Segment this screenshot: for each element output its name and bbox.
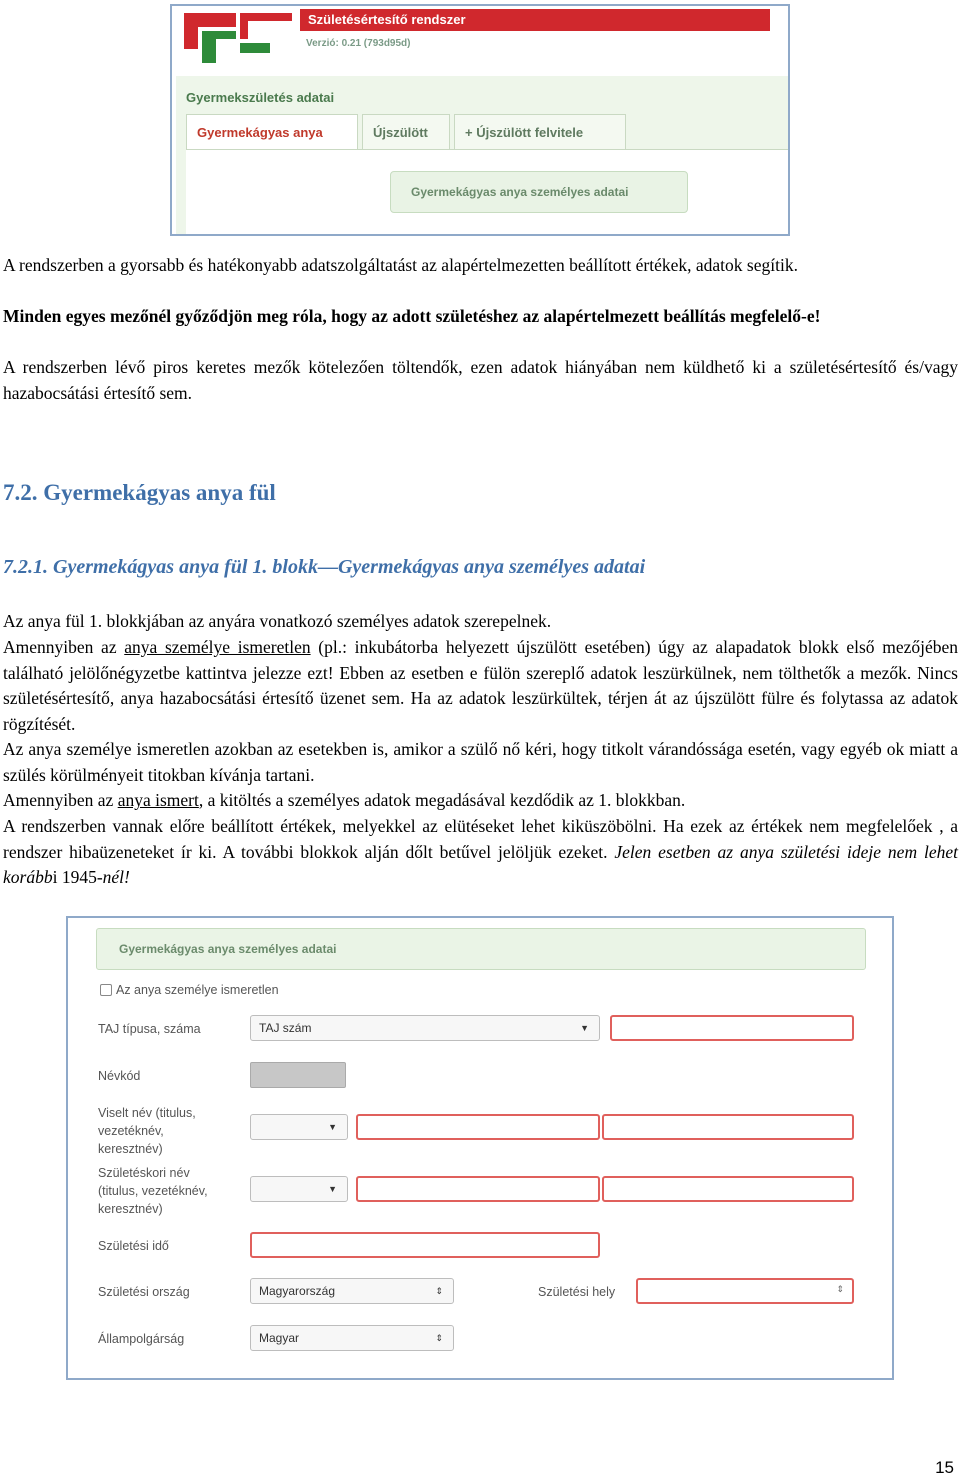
unknown-mother-link: anya személye ismeretlen [124,637,311,657]
nevkod-label: Névkód [98,1069,141,1083]
intro-paragraph-1: A rendszerben a gyorsabb és hatékonyabb adatszolgáltatást az alapértelmezetten beállított értékek, adatok segítik. [3,255,798,275]
szuletesi-ido-label: Születési idő [98,1239,169,1253]
body-text: i 1945 [52,867,97,887]
dropdown-arrow-icon: ▼ [580,1023,589,1033]
allampolgarsag-label: Állampolgárság [98,1332,185,1346]
dropdown-arrow-icon: ⇕ [435,1286,443,1296]
tab-gyermekagyas-anya[interactable]: Gyermekágyas anya [186,114,358,150]
taj-type-value: TAJ szám [259,1021,312,1035]
unknown-mother-label: Az anya személye ismeretlen [116,983,279,997]
taj-number-input[interactable] [610,1015,854,1041]
szuleteskori-nev-label-line: keresztnév) [98,1202,163,1216]
body-paragraph-2 [3,635,958,737]
unknown-mother-checkbox[interactable] [100,984,112,996]
dropdown-arrow-icon: ⇕ [836,1284,844,1294]
szuleteskori-nev-label-line: (titulus, vezetéknév, [98,1184,208,1198]
dropdown-arrow-icon: ▼ [328,1184,337,1194]
app-header [172,6,788,68]
nevkod-input [250,1062,346,1088]
page-number: 15 [935,1458,954,1477]
app-screenshot-top [170,4,790,236]
szuletesi-orszag-select[interactable] [250,1278,454,1304]
panel-title[interactable]: Gyermekágyas anya személyes adatai [96,928,866,970]
viselt-vezeteknev-input[interactable] [356,1114,600,1140]
taj-type-select[interactable] [250,1015,600,1041]
subsection-heading: 7.2.1. Gyermekágyas anya fül 1. blokk—Gyermekágyas anya személyes adatai [3,556,646,578]
szuleteskori-nev-label-line: Születéskori név [98,1166,190,1180]
szuletesi-orszag-label: Születési ország [98,1285,190,1299]
app-version: Verzió: 0.21 (793d95d) [306,38,411,49]
intro-paragraph-2: Minden egyes mezőnél győződjön meg róla, hogy az adott születéshez az alapértelmezett beállítás megfelelő-e! [3,306,821,326]
logo-icon [176,9,296,67]
viselt-keresztnev-input[interactable] [602,1114,854,1140]
body-italic: Jelen esetben az anya születési ideje nem lehet korább [3,841,958,887]
section-heading: 7.2. Gyermekágyas anya fül [3,480,276,505]
dropdown-arrow-icon: ▼ [328,1122,337,1132]
szuletesi-ido-input[interactable] [250,1232,600,1258]
body-sentence-1: Az anya fül 1. blokkjában az anyára vonatkozó személyes adatok szerepelnek. [3,611,552,631]
szuleteskori-titulus-select[interactable] [250,1176,348,1202]
body-paragraph-5 [3,814,958,891]
known-mother-link: anya ismert [117,790,199,810]
section-title: Gyermekszületés adatai [186,90,335,105]
body-paragraph-3: Az anya személye ismeretlen azokban az esetekben is, amikor a szülő nő kéri, hogy titkolt várandóssága esetén, vagy egyéb ok miatt a szülés körülményeit titokban kívánja tartani. [3,739,958,785]
szuletesi-hely-select[interactable] [636,1278,854,1304]
viselt-nev-label-line: Viselt név (titulus, [98,1106,196,1120]
viselt-nev-label-line: vezetéknév, [98,1124,164,1138]
taj-label: TAJ típusa, száma [98,1022,201,1036]
szuleteskori-keresztnev-input[interactable] [602,1176,854,1202]
viselt-nev-label-line: keresztnév) [98,1142,163,1156]
viselt-nev-label [98,1104,196,1158]
app-title: Születésértesítő rendszer [300,9,770,31]
viselt-titulus-select[interactable] [250,1114,348,1140]
dropdown-arrow-icon: ⇕ [435,1333,443,1343]
szuleteskori-vezeteknev-input[interactable] [356,1176,600,1202]
allampolgarsag-value: Magyar [259,1331,300,1345]
body-text: (pl.: inkubátorba helyezett újszülött esetében) úgy az alapadatok blokk első mezőjében található jelölőnégyzetbe kattintva jelezze ezt! Ebben az esetben e fülön szereplő adatok leszürkülnek, nem tölthetők a mezők. Nincs születésértesítő, anya hazabocsátási értesítő üzenet sem. Ha az adatok leszürkültek, térjen át az újszülött fülre és folytassa az adatok rögzítését. [3,637,958,734]
panel-title-anya-adatai[interactable]: Gyermekágyas anya személyes adatai [390,171,688,213]
szuleteskori-nev-label [98,1164,208,1218]
body-paragraph-4 [3,788,958,814]
szuletesi-orszag-value: Magyarország [259,1284,336,1298]
form-screenshot [66,916,894,1380]
tab-ujszulott[interactable]: Újszülött [362,114,450,150]
body-italic: -nél! [96,867,130,887]
intro-paragraph-3: A rendszerben lévő piros keretes mezők kötelezően töltendők, ezen adatok hiányában nem küldhető ki a születésértesítő és/vagy hazabocsátási értesítő sem. [3,357,958,403]
body-text: Amennyiben az [3,790,114,810]
szuletesi-hely-label: Születési hely [538,1285,616,1299]
body-text: A rendszerben vannak előre beállított értékek, melyekkel az elütéseket lehet kiküszöbölni. Ha ezek az értékek nem megfelelőek , a rendszer hibaüzeneteket ír ki. A további blokkok alján dőlt betűvel jelöljük ezeket. [3,816,958,862]
body-text: , a kitöltés a személyes adatok megadásával kezdődik az 1. blokkban. [198,790,686,810]
tab-ujszulott-felvitele[interactable]: + Újszülött felvitele [454,114,626,150]
allampolgarsag-select[interactable] [250,1325,454,1351]
body-text: Amennyiben az [3,637,117,657]
